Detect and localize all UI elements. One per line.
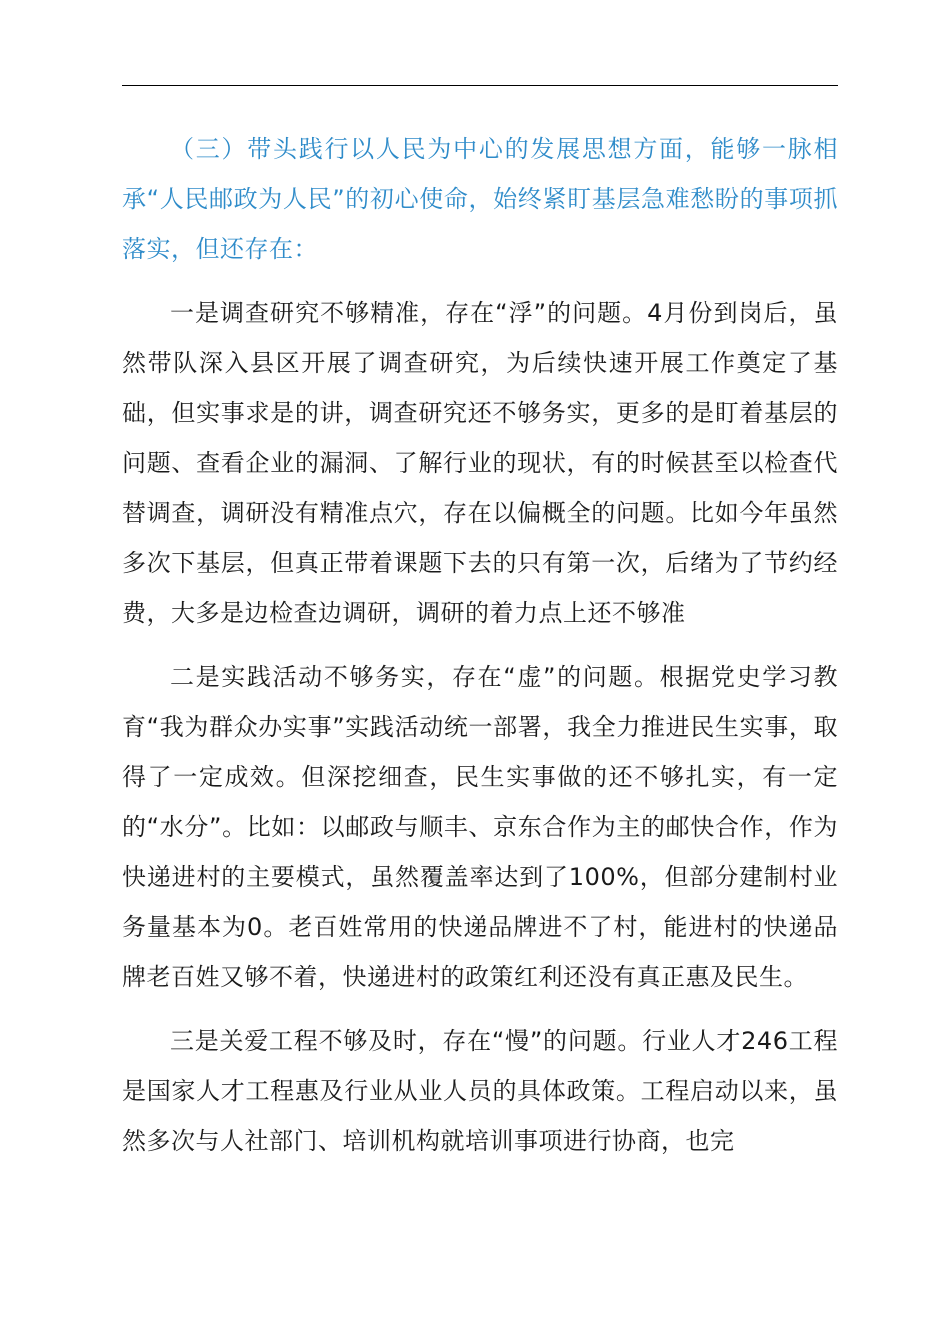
- document-body: [122, 124, 838, 1166]
- section-heading: （三）带头践行以人民为中心的发展思想方面，能够一脉相承“人民邮政为人民”的初心使命，始终紧盯基层急难愁盼的事项抓落实，但还存在：: [122, 135, 838, 263]
- header-rule: [122, 85, 838, 86]
- paragraph-practice: 二是实践活动不够务实，存在“虚”的问题。根据党史学习教育“我为群众办实事”实践活动统一部署，我全力推进民生实事，取得了一定成效。但深挖细查，民生实事做的还不够扎实，有一定的“水分”。比如：以邮政与顺丰、京东合作为主的邮快合作，作为快递进村的主要模式，虽然覆盖率达到了100%，但部分建制村业务量基本为0。老百姓常用的快递品牌进不了村，能进村的快递品牌老百姓又够不着，快递进村的政策红利还没有真正惠及民生。: [122, 663, 838, 991]
- paragraph-research: 一是调查研究不够精准，存在“浮”的问题。4月份到岗后，虽然带队深入县区开展了调查研究，为后续快速开展工作奠定了基础，但实事求是的讲，调查研究还不够务实，更多的是盯着基层的问题、查看企业的漏洞、了解行业的现状，有的时候甚至以检查代替调查，调研没有精准点穴，存在以偏概全的问题。比如今年虽然多次下基层，但真正带着课题下去的只有第一次，后绪为了节约经费，大多是边检查边调研，调研的着力点上还不够准: [122, 299, 838, 627]
- paragraph-care-project: 三是关爱工程不够及时，存在“慢”的问题。行业人才246工程是国家人才工程惠及行业从业人员的具体政策。工程启动以来，虽然多次与人社部门、培训机构就培训事项进行协商，也完: [122, 1027, 838, 1155]
